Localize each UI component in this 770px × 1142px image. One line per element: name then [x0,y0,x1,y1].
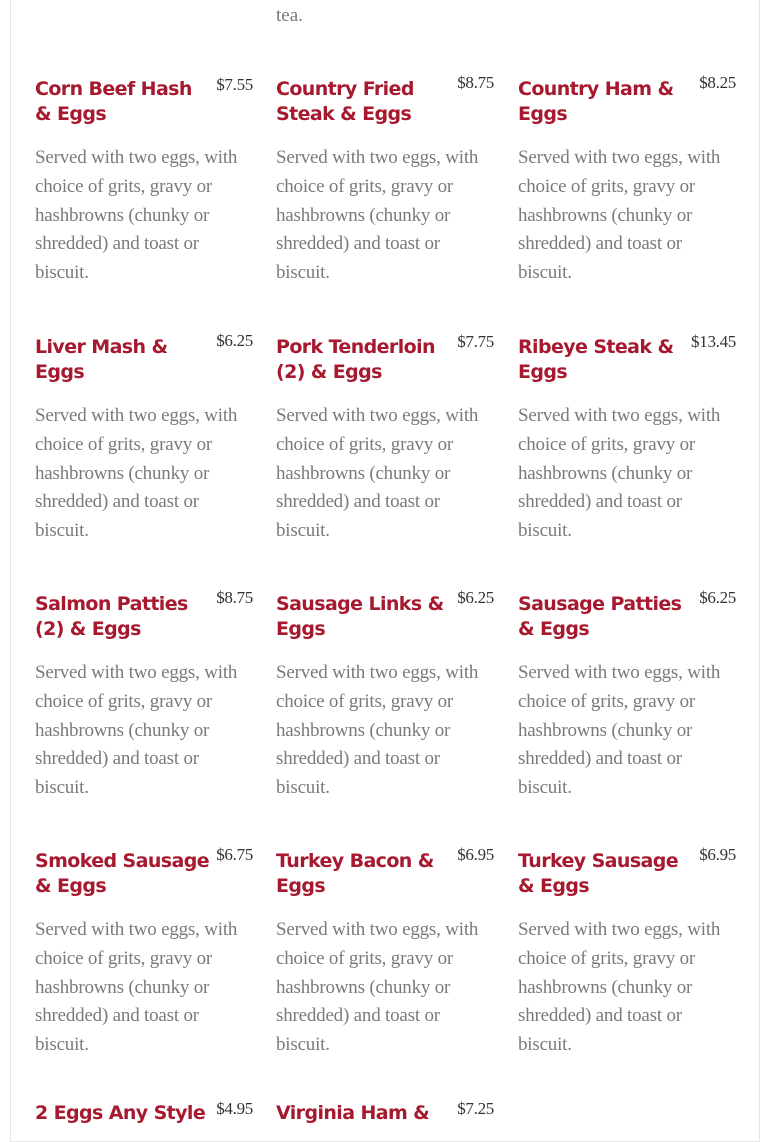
menu-item-price: $7.55 [216,75,253,94]
menu-item-description: Served with two eggs, with choice of grits, gravy or hashbrowns (chunky or shredded) and toast or biscuit. [518,919,721,1056]
menu-item-price: $6.75 [216,845,253,864]
menu-item-price: $8.25 [699,73,736,92]
menu-item [35,77,253,288]
menu-item-price: $13.45 [691,332,736,351]
menu-item-price: $6.25 [216,331,253,350]
menu-item-name: Smoked Sausage & Eggs [35,850,210,897]
menu-item [276,845,494,1060]
menu-item-name: Sausage Patties & Eggs [518,593,682,640]
menu-item-description: Served with two eggs, with choice of grits, gravy or hashbrowns (chunky or shredded) and toast or biscuit. [518,662,721,799]
menu-item-price: $7.75 [457,332,494,351]
previous-item-description-tail: tea. [276,5,303,26]
menu-item-name: Turkey Bacon & Eggs [276,850,434,897]
menu-item-name: Pork Tenderloin (2) & Eggs [276,336,435,383]
menu-item-description: Served with two eggs, with choice of grits, gravy or hashbrowns (chunky or shredded) and toast or biscuit. [518,405,721,542]
menu-item-price: $8.75 [216,588,253,607]
menu-item-name: Turkey Sausage & Eggs [518,850,679,897]
menu-item-price: $8.75 [457,73,494,92]
menu-item-name: Ribeye Steak & Eggs [518,336,674,383]
menu-item [276,73,494,288]
menu-item-name: Virginia Ham & [276,1102,430,1124]
menu-item [518,73,736,288]
menu-item-price: $6.95 [699,845,736,864]
menu-item [518,332,736,546]
menu-item-name: Sausage Links & Eggs [276,593,444,640]
menu-item [35,331,253,546]
menu-item-price: $4.95 [216,1099,253,1118]
menu-item [518,588,736,803]
menu-item [276,1101,494,1126]
menu-item [276,588,494,803]
menu-item-price: $7.25 [457,1099,494,1118]
menu-item-name: Country Ham & Eggs [518,78,674,125]
menu-item-description: Served with two eggs, with choice of grits, gravy or hashbrowns (chunky or shredded) and toast or biscuit. [276,147,479,284]
menu-item-description: Served with two eggs, with choice of grits, gravy or hashbrowns (chunky or shredded) and toast or biscuit. [518,147,721,284]
menu-item-price: $6.95 [457,845,494,864]
menu-item [35,588,253,803]
menu-item-description: Served with two eggs, with choice of grits, gravy or hashbrowns (chunky or shredded) and toast or biscuit. [276,662,479,799]
menu-item-description: Served with two eggs, with choice of grits, gravy or hashbrowns (chunky or shredded) and toast or biscuit. [276,919,479,1056]
menu-item-description: Served with two eggs, with choice of grits, gravy or hashbrowns (chunky or shredded) and toast or biscuit. [35,662,238,799]
menu-item [518,845,736,1060]
menu-item-description: Served with two eggs, with choice of grits, gravy or hashbrowns (chunky or shredded) and toast or biscuit. [35,405,238,542]
menu-item-price: $6.25 [457,588,494,607]
menu-item-name: Corn Beef Hash & Eggs [35,78,192,125]
menu-item-name: Liver Mash & Eggs [35,336,168,383]
menu-item-name: Salmon Patties (2) & Eggs [35,593,188,640]
menu-item [35,845,253,1060]
menu-item-name: 2 Eggs Any Style [35,1102,206,1124]
menu-item-name: Country Fried Steak & Eggs [276,78,414,125]
menu-item [35,1101,253,1126]
menu-item-price: $6.25 [699,588,736,607]
menu-item-description: Served with two eggs, with choice of grits, gravy or hashbrowns (chunky or shredded) and toast or biscuit. [35,147,238,284]
menu-item [276,332,494,546]
menu-item-description: Served with two eggs, with choice of grits, gravy or hashbrowns (chunky or shredded) and toast or biscuit. [35,919,238,1056]
menu-item-description: Served with two eggs, with choice of grits, gravy or hashbrowns (chunky or shredded) and toast or biscuit. [276,405,479,542]
